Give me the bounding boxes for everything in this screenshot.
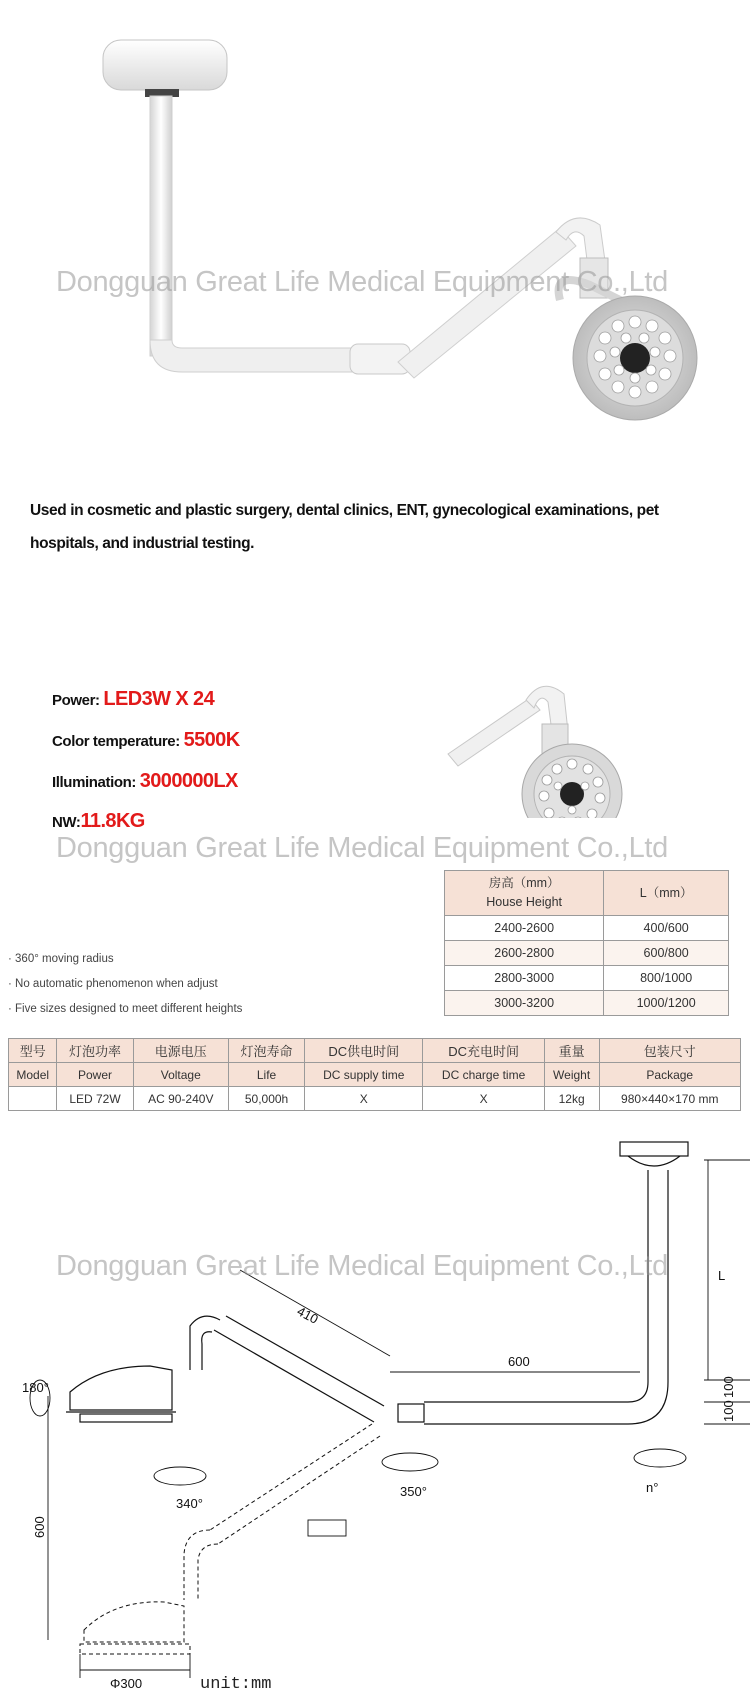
table-header-cell: Life xyxy=(228,1063,304,1087)
table-header-cell: DC charge time xyxy=(423,1063,544,1087)
table-header-cell: Model xyxy=(9,1063,57,1087)
spec-power-value: LED3W X 24 xyxy=(103,688,215,710)
ceiling-cap xyxy=(628,1156,680,1166)
spec-color-value: 5500K xyxy=(183,729,240,751)
table-row xyxy=(9,1087,741,1111)
table-cell: 2800-3000 xyxy=(445,966,604,991)
gooseneck xyxy=(190,1316,220,1370)
ceiling-lamp-photo xyxy=(0,0,750,470)
rotation-350-arrow xyxy=(382,1453,438,1471)
spec-illum-value: 3000000LX xyxy=(139,770,238,792)
features-list xyxy=(8,947,242,1022)
table-header-cell: Weight xyxy=(544,1063,599,1087)
lower-arm-dashed xyxy=(210,1424,372,1530)
table-header-cell: Package xyxy=(599,1063,740,1087)
angle-n: n° xyxy=(646,1480,659,1495)
elbow-inner xyxy=(628,1382,648,1402)
spec-illumination xyxy=(52,770,238,793)
table-header-cell: 重量 xyxy=(544,1039,599,1063)
table-cell: 2600-2800 xyxy=(445,941,604,966)
arm-joint xyxy=(398,1404,424,1422)
spec-net-weight xyxy=(52,810,145,833)
table-cell: 12kg xyxy=(544,1087,599,1111)
table-row xyxy=(445,966,729,991)
table-header-cell: DC供电时间 xyxy=(305,1039,423,1063)
table-header-cell: 灯泡功率 xyxy=(57,1039,133,1063)
table-cell: 400/600 xyxy=(604,916,729,941)
table-cell: X xyxy=(305,1087,423,1111)
dim-410: 410 xyxy=(294,1303,321,1327)
table-cell: 800/1000 xyxy=(604,966,729,991)
watermark-text: Dongguan Great Life Medical Equipment Co.,Ltd xyxy=(56,266,668,298)
table-row xyxy=(445,991,729,1016)
lower-lamp-rim-dashed xyxy=(80,1644,190,1654)
table-cell: 50,000h xyxy=(228,1087,304,1111)
lamp-head xyxy=(70,1366,172,1410)
table-header-cell: DC supply time xyxy=(305,1063,423,1087)
spec-power-label: Power: xyxy=(52,692,100,709)
table-header-cell: 灯泡寿命 xyxy=(228,1039,304,1063)
upper-arm-edge xyxy=(226,1316,384,1406)
table-cell: 980×440×170 mm xyxy=(599,1087,740,1111)
angle-350: 350° xyxy=(400,1484,427,1499)
ceiling-plate xyxy=(620,1142,688,1156)
table-header-row-zh xyxy=(9,1039,741,1063)
gooseneck xyxy=(202,1332,212,1370)
spec-power xyxy=(52,688,214,711)
lower-gooseneck-dashed xyxy=(184,1530,210,1600)
table-row xyxy=(445,916,729,941)
table-header-cell: Power xyxy=(57,1063,133,1087)
watermark-text: Dongguan Great Life Medical Equipment Co.,Ltd xyxy=(56,1250,668,1282)
table-cell: 2400-2600 xyxy=(445,916,604,941)
dim-L: L xyxy=(718,1268,726,1283)
spec-color-label: Color temperature: xyxy=(52,733,180,750)
lower-lamp-head-dashed xyxy=(84,1602,184,1642)
table-header-row-en xyxy=(9,1063,741,1087)
dimension-drawing xyxy=(0,1130,750,1700)
lamp-head-photo xyxy=(440,668,630,818)
upper-arm-edge xyxy=(214,1330,374,1422)
lower-gooseneck-dashed xyxy=(198,1544,218,1600)
spec-nw-label: NW: xyxy=(52,814,81,831)
dim-100b: 100 xyxy=(721,1400,736,1422)
table-header-cell: 包装尺寸 xyxy=(599,1039,740,1063)
table-header-row xyxy=(445,871,729,916)
usage-description: Used in cosmetic and plastic surgery, dental clinics, ENT, gynecological examinations, pet hospitals, and industrial testing. xyxy=(30,502,659,552)
unit-label: unit:mm xyxy=(200,1675,272,1694)
table-header-cell: 电源电压 xyxy=(133,1039,228,1063)
angle-340: 340° xyxy=(176,1496,203,1511)
table-cell: 1000/1200 xyxy=(604,991,729,1016)
feature-item: · 360° moving radius xyxy=(8,953,114,965)
table-cell: 600/800 xyxy=(604,941,729,966)
dim-phi300: Φ300 xyxy=(110,1676,143,1691)
lamp-head-rim xyxy=(80,1414,172,1422)
l-header: L（mm） xyxy=(604,871,729,916)
rotation-n-arrow xyxy=(634,1449,686,1467)
lower-arm-dashed xyxy=(218,1436,380,1544)
house-height-header xyxy=(445,871,604,916)
angle-180: 180° xyxy=(22,1380,49,1395)
dim-600-vert: 600 xyxy=(32,1516,47,1538)
table-header-cell: 型号 xyxy=(9,1039,57,1063)
table-header-cell: Voltage xyxy=(133,1063,228,1087)
table-cell: LED 72W xyxy=(57,1087,133,1111)
feature-item: · No automatic phenomenon when adjust xyxy=(8,978,218,990)
table-row xyxy=(445,941,729,966)
table-header-cell: DC充电时间 xyxy=(423,1039,544,1063)
table-cell: AC 90-240V xyxy=(133,1087,228,1111)
house-height-header-en: House Height xyxy=(486,895,563,909)
dim-100a: 100 xyxy=(721,1376,736,1398)
house-height-header-zh: 房高（mm） xyxy=(488,876,560,890)
spec-color-temperature xyxy=(52,729,240,752)
spec-nw-value: 11.8KG xyxy=(80,810,145,832)
feature-item: · Five sizes designed to meet different heights xyxy=(8,1003,243,1015)
rotation-340-arrow xyxy=(154,1467,206,1485)
table-cell xyxy=(9,1087,57,1111)
table-cell: X xyxy=(423,1087,544,1111)
spec-illum-label: Illumination: xyxy=(52,774,136,791)
dim-600-arm: 600 xyxy=(508,1354,530,1369)
watermark-text: Dongguan Great Life Medical Equipment Co.,Ltd xyxy=(56,832,668,864)
handle-box xyxy=(308,1520,346,1536)
house-height-table xyxy=(444,870,729,1016)
table-cell: 3000-3200 xyxy=(445,991,604,1016)
model-spec-table xyxy=(8,1038,741,1111)
